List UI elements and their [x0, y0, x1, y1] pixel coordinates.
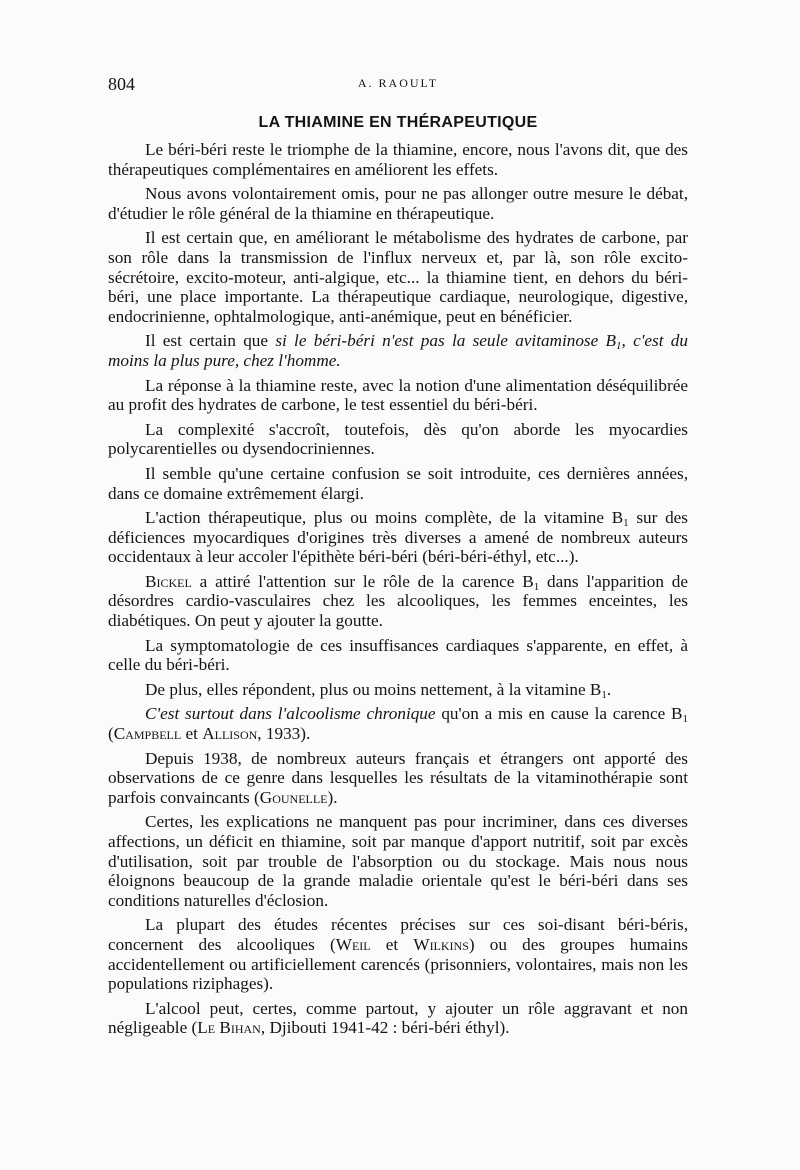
paragraph-12-text-c: et: [181, 724, 203, 744]
paragraph-5: La réponse à la thiamine reste, avec la notion d'une alimentation déséquilibrée au profit des hydrates de carbone, le test essentiel du béri-béri.: [108, 375, 688, 415]
paragraph-11-text-a: De plus, elles répondent, plus ou moins nettement, à la vitamine B: [145, 679, 602, 699]
author-name-gounelle: Gounelle: [259, 787, 328, 807]
paragraph-15-text-a: La plupart des études récentes précises sur ces soi-disant béri-béris, concernent des alcooliques (: [108, 915, 688, 954]
paragraph-2: Nous avons volontairement omis, pour ne pas allonger outre mesure le débat, d'étudier le rôle général de la thiamine en thérapeutique.: [108, 184, 688, 223]
paragraph-6: La complexité s'accroît, toutefois, dès qu'on aborde les myocardies polycarentielles ou dysendocriniennes.: [108, 419, 688, 459]
section-title: LA THIAMINE EN THÉRAPEUTIQUE: [258, 114, 538, 131]
paragraph-1: Le béri-béri reste le triomphe de la thiamine, encore, nous l'avons dit, que des thérapeutiques complémentaires en améliorent les effets.: [108, 140, 688, 179]
page-number: 804: [108, 74, 135, 94]
paragraph-4-text-b: si le béri-béri n'est pas la seule avitaminose B: [275, 331, 617, 351]
paragraph-11: [108, 680, 688, 700]
subscript: 1: [682, 713, 688, 726]
author-name-bickel: Bickel: [145, 571, 192, 591]
author-name-allison: Allison: [202, 724, 258, 744]
paragraph-13-text-b: ).: [327, 787, 338, 807]
author-name-le-bihan: Le Bihan: [197, 1018, 261, 1038]
paragraph-12-text-d: , 1933).: [257, 724, 311, 744]
paragraph-8: [108, 508, 688, 567]
paragraph-12-italic: C'est surtout dans l'alcoolisme chronique: [145, 704, 436, 724]
running-author: A. RAOULT: [357, 76, 439, 90]
paragraph-9-text-a: a attiré l'attention sur le rôle de la carence B: [191, 571, 534, 591]
paragraph-16-text-a: L'alcool peut, certes, comme partout, y ajouter un rôle aggravant et non négligeable (: [108, 998, 688, 1038]
running-header: [108, 74, 688, 100]
paragraph-4-text-c: , c'est du moins la plus pure, chez l'homme.: [108, 331, 688, 370]
subscript: 1: [623, 517, 629, 530]
paragraph-14: Certes, les explications ne manquent pas pour incriminer, dans ces diverses affections, un déficit en thiamine, soit par manque d'apport nutritif, soit par excès d'utilisation, soit par trouble de l'absorption ou du stockage. Mais nous nous éloignons beaucoup de la grande maladie orientale qu'est le béri-béri dans ses conditions naturelles d'éclosion.: [108, 812, 688, 910]
subscript: 1: [601, 688, 607, 701]
author-name-wilkins: Wilkins: [413, 934, 469, 954]
paragraph-15-text-c: ) ou des groupes humains accidentellement ou artificiellement carencés (prisonniers, volontaires, mais non les populations riziphages).: [108, 934, 688, 994]
paragraph-3: Il est certain que, en améliorant le métabolisme des hydrates de carbone, par son rôle dans la transmission de l'influx nerveux et, par là, son rôle excito-sécrétoire, excito-moteur, anti-algique, etc... la thiamine tient, en dehors du béri-béri, une place importante. La thérapeutique cardiaque, neurologique, digestive, endocrinienne, ophtalmologique, anti-anémique, peut en bénéficier.: [108, 228, 688, 326]
paragraph-11-text-b: .: [606, 679, 612, 699]
paragraph-4-text-a: Il est certain que: [145, 331, 276, 351]
paragraph-15: [108, 915, 688, 993]
paragraph-8-text-a: L'action thérapeutique, plus ou moins complète, de la vitamine B: [145, 508, 624, 528]
paragraph-13: [108, 749, 688, 808]
paragraph-7: Il semble qu'une certaine confusion se soit introduite, ces dernières années, dans ce domaine extrêmement élargi.: [108, 463, 688, 503]
author-name-weil: Weil: [335, 934, 371, 954]
paragraph-10: La symptomatologie de ces insuffisances cardiaques s'apparente, en effet, à celle du béri-béri.: [108, 635, 688, 675]
paragraph-12-text-b: (: [108, 724, 114, 744]
paragraph-12: [108, 704, 688, 743]
paragraph-8-text-b: sur des déficiences myocardiques d'origines très diverses a amené de nombreux auteurs occidentaux à leur accoler l'épithète béri-béri (béri-béri-éthyl, etc...).: [108, 508, 688, 567]
body-text: [108, 140, 688, 1038]
paragraph-4: [108, 331, 688, 370]
paragraph-13-text-a: Depuis 1938, de nombreux auteurs français et étrangers ont apporté des observations de ce genre dans lesquelles les résultats de la vitaminothérapie sont parfois convaincants (: [108, 748, 688, 807]
author-name-campbell: Campbell: [113, 724, 182, 744]
subscript: 1: [616, 340, 622, 353]
paragraph-16-text-b: , Djibouti 1941-42 : béri-béri éthyl).: [260, 1018, 510, 1038]
subscript: 1: [533, 580, 540, 593]
paragraph-15-text-b: et: [370, 934, 414, 954]
paragraph-9: [108, 572, 688, 631]
paragraph-16: [108, 999, 688, 1038]
paragraph-12-text-a: qu'on a mis en cause la carence B: [435, 704, 683, 724]
paragraph-9-text-b: dans l'apparition de désordres cardio-vasculaires chez les alcooliques, les femmes enceintes, les diabétiques. On peut y ajouter la goutte.: [108, 571, 688, 631]
